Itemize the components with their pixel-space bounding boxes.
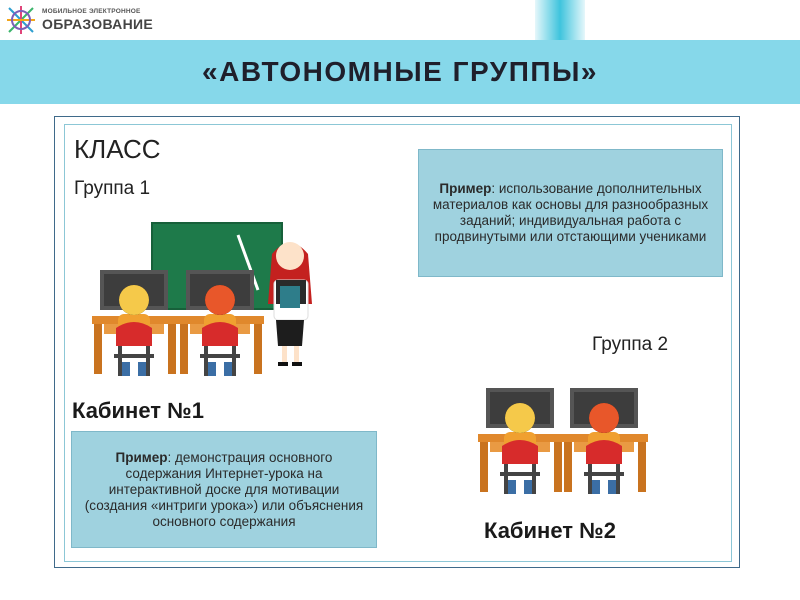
example-note-2 bbox=[71, 431, 377, 548]
teacher bbox=[268, 242, 312, 366]
note1-text: : использование дополнительных материалов как основы для разнообразных заданий; индивидуальная работа с продвинутыми или отстающими учениками bbox=[432, 181, 709, 244]
student-blonde-room2 bbox=[478, 388, 564, 494]
note1-bold: Пример bbox=[439, 181, 492, 196]
student-redhead-room1 bbox=[178, 270, 264, 376]
logo-line1: МОБИЛЬНОЕ ЭЛЕКТРОННОЕ bbox=[42, 7, 141, 15]
example-note-1 bbox=[418, 149, 723, 277]
group1-label: Группа 1 bbox=[74, 178, 151, 199]
student-redhead-room2 bbox=[562, 388, 648, 494]
class-label: КЛАСС bbox=[74, 134, 161, 164]
note2-text: : демонстрация основного содержания Интернет-урока на интерактивной доске для мотивации (создания «интриги урока») или объяснения основного содержания bbox=[84, 449, 364, 529]
group2-label: Группа 2 bbox=[592, 334, 669, 355]
note2-bold: Пример bbox=[115, 449, 168, 465]
room2-label: Кабинет №2 bbox=[484, 518, 616, 543]
page-title: «АВТОНОМНЫЕ ГРУППЫ» bbox=[202, 56, 598, 87]
student-blonde-room1 bbox=[92, 270, 178, 376]
room1-label: Кабинет №1 bbox=[72, 398, 204, 423]
logo-line2: ОБРАЗОВАНИЕ bbox=[42, 16, 153, 33]
